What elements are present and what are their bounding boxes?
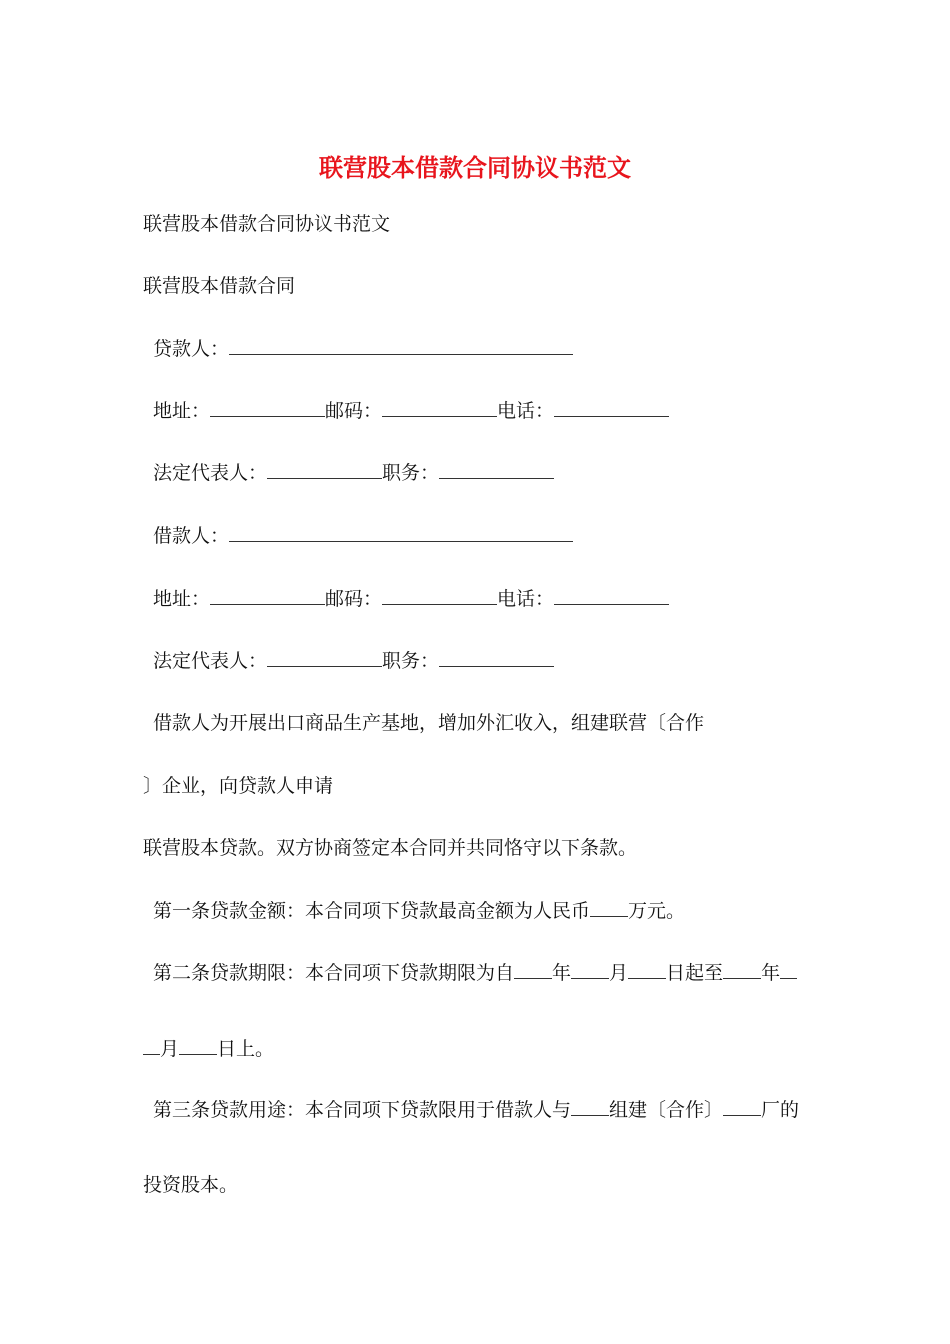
article-1-prefix: 第一条贷款金额：本合同项下贷款最高金额为人民币 — [153, 900, 591, 922]
article-3-line-1 — [153, 1095, 799, 1125]
article-2-end-month-blank-part2 — [143, 1034, 160, 1055]
lender-position-label: 职务： — [382, 462, 440, 484]
article-2-day-end-label: 日上。 — [217, 1038, 275, 1060]
article-3-mid: 组建〔合作〕 — [609, 1099, 724, 1121]
subtitle: 联营股本借款合同协议书范文 — [143, 213, 391, 235]
article-2-end-month-blank-part1 — [780, 958, 797, 979]
article-3-line-2: 投资股本。 — [143, 1174, 239, 1196]
lender-postcode-label: 邮码： — [325, 400, 383, 422]
lender-label: 贷款人： — [153, 338, 230, 360]
article-3-factory-blank — [723, 1095, 761, 1116]
paragraph-1-line-1: 借款人为开展出口商品生产基地，增加外汇收入，组建联营〔合作 — [153, 712, 705, 734]
article-1 — [153, 896, 685, 926]
borrower-phone-label: 电话： — [497, 588, 555, 610]
article-1-amount-blank — [590, 896, 628, 917]
lender-address-label: 地址： — [153, 400, 211, 422]
article-2-start-year-blank — [514, 958, 552, 979]
lender-phone-label: 电话： — [497, 400, 555, 422]
borrower-label: 借款人： — [153, 525, 230, 547]
borrower-blank — [229, 521, 573, 542]
paragraph-1-line-2: 〕企业，向贷款人申请 — [143, 775, 334, 797]
lender-rep-blank — [267, 458, 382, 479]
lender-position-blank — [439, 458, 554, 479]
article-2-line-1 — [153, 958, 797, 988]
borrower-rep-label: 法定代表人： — [153, 650, 268, 672]
lender-rep-row — [153, 458, 554, 488]
borrower-position-label: 职务： — [382, 650, 440, 672]
borrower-address-blank — [210, 584, 325, 605]
article-3-prefix: 第三条贷款用途：本合同项下贷款限用于借款人与 — [153, 1099, 572, 1121]
document-title: 联营股本借款合同协议书范文 — [319, 153, 631, 182]
contract-name: 联营股本借款合同 — [143, 275, 296, 297]
paragraph-2: 联营股本贷款。双方协商签定本合同并共同恪守以下条款。 — [143, 837, 638, 859]
article-2-day-from-label: 日起至 — [666, 962, 724, 984]
lender-phone-blank — [554, 396, 669, 417]
borrower-address-label: 地址： — [153, 588, 211, 610]
borrower-postcode-label: 邮码： — [325, 588, 383, 610]
article-2-start-day-blank — [628, 958, 666, 979]
article-2-end-day-blank — [179, 1034, 217, 1055]
article-2-prefix: 第二条贷款期限：本合同项下贷款期限为自 — [153, 962, 515, 984]
article-2-year2-label: 年 — [761, 962, 781, 984]
lender-contact-row — [153, 396, 669, 426]
article-1-suffix: 万元。 — [628, 900, 686, 922]
borrower-postcode-blank — [382, 584, 497, 605]
article-2-start-month-blank — [571, 958, 609, 979]
borrower-row — [153, 521, 573, 551]
borrower-rep-row — [153, 646, 554, 676]
article-3-partner-blank — [571, 1095, 609, 1116]
article-2-line-2 — [143, 1034, 274, 1064]
lender-address-blank — [210, 396, 325, 417]
borrower-position-blank — [439, 646, 554, 667]
article-2-month-label: 月 — [609, 962, 629, 984]
article-2-year-label: 年 — [552, 962, 572, 984]
lender-blank — [229, 334, 573, 355]
article-3-suffix: 厂的 — [761, 1099, 800, 1121]
borrower-phone-blank — [554, 584, 669, 605]
borrower-contact-row — [153, 584, 669, 614]
borrower-rep-blank — [267, 646, 382, 667]
lender-postcode-blank — [382, 396, 497, 417]
article-2-month2-label: 月 — [160, 1038, 180, 1060]
lender-rep-label: 法定代表人： — [153, 462, 268, 484]
lender-row — [153, 334, 573, 364]
article-2-end-year-blank — [723, 958, 761, 979]
